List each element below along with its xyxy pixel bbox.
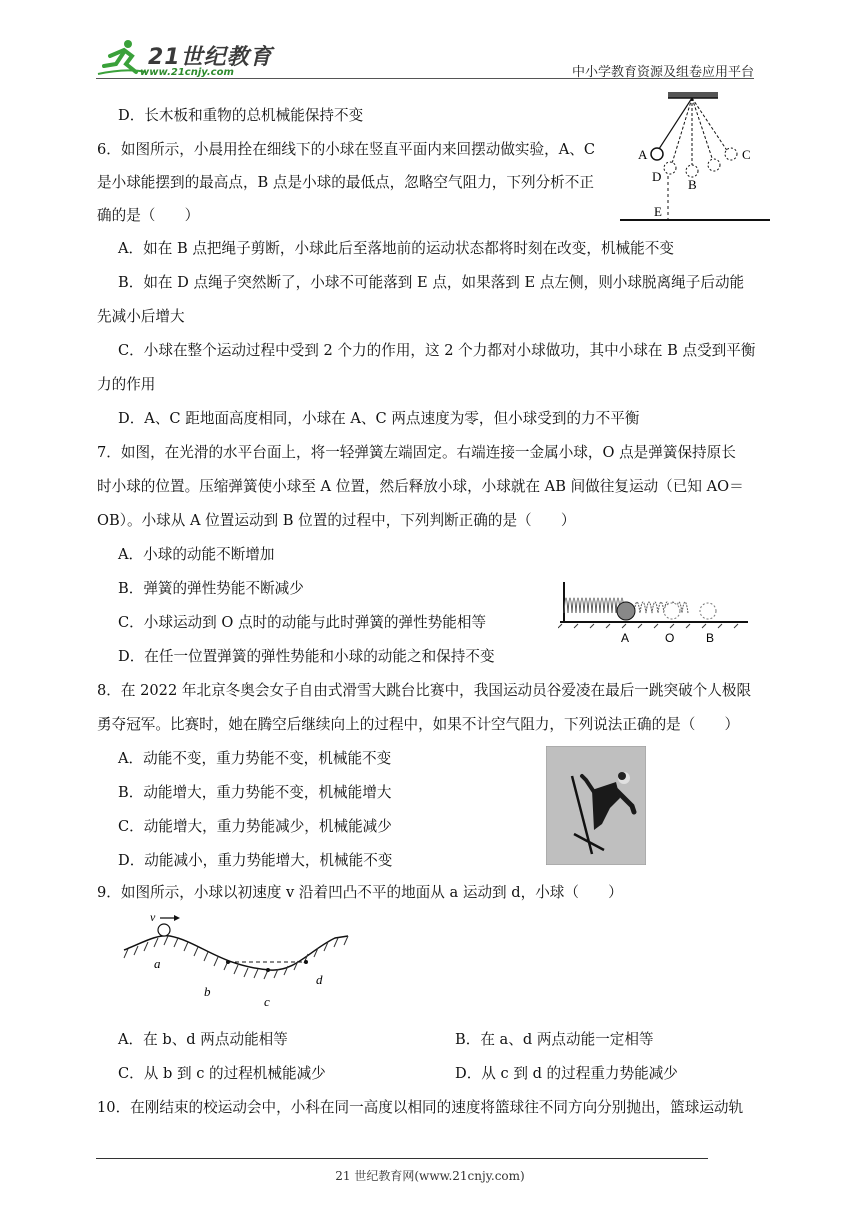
q7-stem-2: 时小球的位置。压缩弹簧使小球至 A 位置，然后释放小球，小球就在 AB 间做往复运动（已知 AO＝	[97, 478, 744, 495]
q8-option-b: B．动能增大，重力势能不变，机械能增大	[118, 784, 392, 801]
q9-option-d: D．从 c 到 d 的过程重力势能减少	[455, 1065, 678, 1082]
q6-stem-2: 是小球能摆到的最高点，B 点是小球的最低点，忽略空气阻力，下列分析不正	[97, 174, 594, 191]
spring-label-b: B	[706, 631, 715, 645]
q7-option-a: A．小球的动能不断增加	[118, 546, 275, 563]
q10-stem: 10．在刚结束的校运动会中，小科在同一高度以相同的速度将篮球往不同方向分别抛出，篮球运动轨	[97, 1099, 744, 1116]
q7-option-d: D．在任一位置弹簧的弹性势能和小球的动能之和保持不变	[118, 648, 495, 665]
footer-text: 21 世纪教育网(www.21cnjy.com)	[335, 1169, 525, 1183]
q6-option-c-1: C．小球在整个运动过程中受到 2 个力的作用，这 2 个力都对小球做功，其中小球在 B 点受到平衡	[118, 342, 756, 359]
q7-option-b: B．弹簧的弹性势能不断减少	[118, 580, 304, 597]
q6-option-b-1: B．如在 D 点绳子突然断了，小球不可能落到 E 点，如果落到 E 点左侧，则小球脱离绳子后动能	[118, 274, 745, 291]
q8-stem-1: 8．在 2022 年北京冬奥会女子自由式滑雪大跳台比赛中，我国运动员谷爱凌在最后一跳突破个人极限	[97, 682, 752, 699]
q7-option-c: C．小球运动到 O 点时的动能与此时弹簧的弹性势能相等	[118, 614, 487, 631]
q5-option-d: D．长木板和重物的总机械能保持不变	[118, 107, 364, 124]
spring-label-a: A	[621, 631, 630, 645]
q8-option-d: D．动能减小，重力势能增大，机械能不变	[118, 852, 393, 869]
header-divider	[96, 78, 754, 79]
spring-figure	[558, 578, 750, 648]
pendulum-label-b: B	[688, 177, 697, 192]
track-figure	[120, 908, 352, 1018]
platform-name: 中小学教育资源及组卷应用平台	[571, 65, 754, 80]
logo-text: 21世纪教育	[148, 45, 273, 70]
pendulum-label-e: E	[654, 204, 662, 219]
q8-option-c: C．动能增大，重力势能减少，机械能减少	[118, 818, 392, 835]
q9-option-a: A．在 b、d 两点动能相等	[118, 1031, 288, 1048]
q9-option-c: C．从 b 到 c 的过程机械能减少	[118, 1065, 326, 1082]
track-label-v: v	[150, 910, 156, 924]
skier-photo	[546, 746, 646, 865]
pendulum-figure	[620, 92, 770, 224]
track-label-c: c	[264, 994, 270, 1009]
q7-stem-3: OB）。小球从 A 位置运动到 B 位置的过程中，下列判断正确的是（ ）	[97, 512, 576, 529]
q9-option-b: B．在 a、d 两点动能一定相等	[455, 1031, 654, 1048]
q6-option-d: D．A、C 距地面高度相同，小球在 A、C 两点速度为零，但小球受到的力不平衡	[118, 410, 640, 427]
q8-option-a: A．动能不变，重力势能不变，机械能不变	[118, 750, 392, 767]
logo-url: www.21cnjy.com	[140, 67, 234, 78]
pendulum-label-a: A	[638, 147, 648, 162]
q7-stem-1: 7．如图，在光滑的水平台面上，将一轻弹簧左端固定。右端连接一金属小球，O 点是弹簧保持原长	[97, 444, 736, 461]
q8-stem-2: 勇夺冠军。比赛时，她在腾空后继续向上的过程中，如果不计空气阻力，下列说法正确的是（ ）	[97, 716, 740, 733]
track-label-b: b	[204, 984, 211, 999]
q6-option-a: A．如在 B 点把绳子剪断，小球此后至落地前的运动状态都将时刻在改变，机械能不变	[118, 240, 674, 257]
spring-label-o: O	[665, 631, 675, 645]
q6-stem-3: 确的是（ ）	[97, 207, 200, 224]
q6-stem-1: 6．如图所示，小晨用拴在细线下的小球在竖直平面内来回摆动做实验，A、C	[97, 141, 595, 158]
track-label-d: d	[316, 972, 323, 987]
track-label-a: a	[154, 956, 161, 971]
footer-divider	[96, 1158, 708, 1159]
pendulum-label-d: D	[652, 169, 662, 184]
pendulum-label-c: C	[742, 147, 751, 162]
q9-stem: 9．如图所示，小球以初速度 v 沿着凹凸不平的地面从 a 运动到 d，小球（ ）	[97, 884, 623, 901]
q6-option-c-2: 力的作用	[97, 376, 156, 393]
q6-option-b-2: 先减小后增大	[97, 308, 185, 325]
